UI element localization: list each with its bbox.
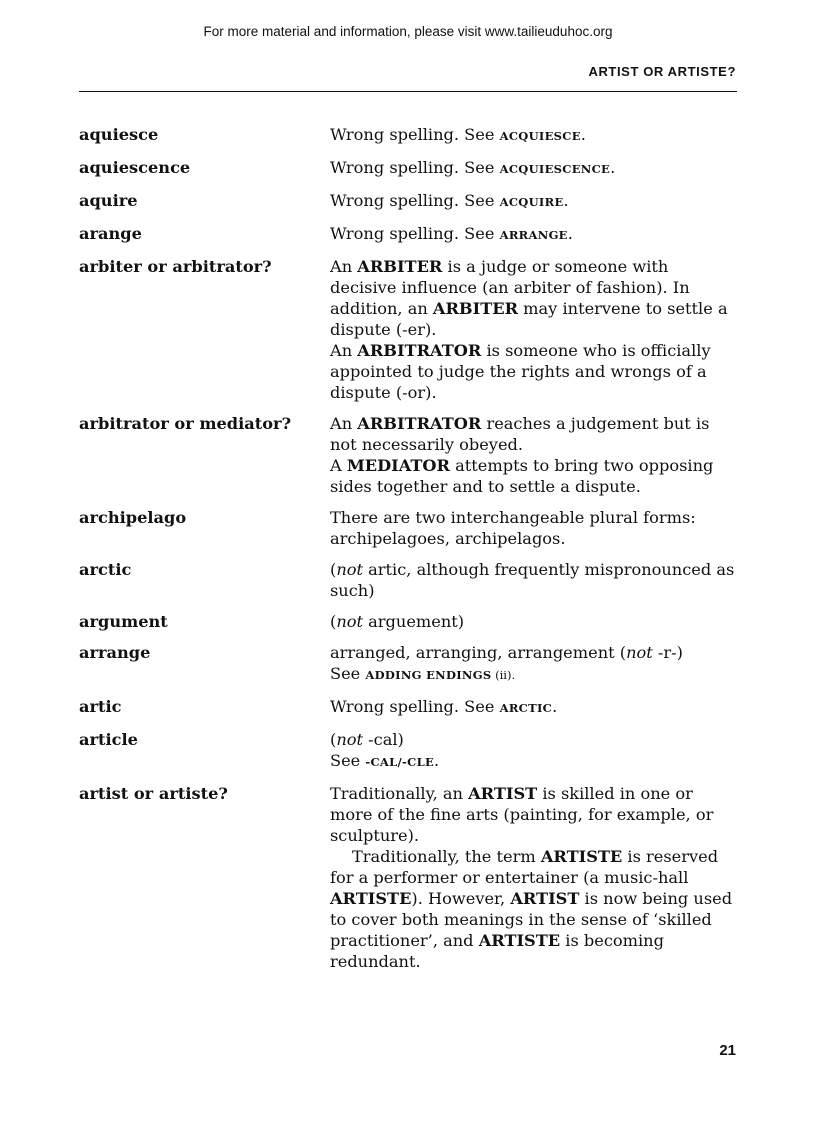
entry-term: article — [79, 730, 138, 749]
entry-arctic — [79, 559, 739, 601]
entry-term: aquire — [79, 191, 138, 210]
entry-definition: Wrong spelling. See ACQUIESCE. — [330, 125, 586, 144]
cross-reference: ACQUIRE — [499, 195, 564, 209]
entry-term: arctic — [79, 560, 132, 579]
entry-term: artist or artiste? — [79, 784, 228, 803]
entry-arbitrator-or-mediator — [79, 413, 739, 497]
entry-artic — [79, 696, 739, 719]
entry-definition: (not arguement) — [330, 612, 465, 631]
entry-definition: (not -cal) See -CAL/-CLE. — [330, 730, 440, 770]
cross-reference: ACQUIESCENCE — [499, 162, 611, 176]
entry-definition: There are two interchangeable plural forms: archipelagoes, archipelagos. — [330, 508, 696, 548]
entry-arrange — [79, 642, 739, 686]
entry-argument — [79, 611, 739, 632]
definition-paragraph: A MEDIATOR attempts to bring two opposing sides together and to settle a dispute. — [330, 456, 714, 496]
entry-term: arange — [79, 224, 142, 243]
dictionary-entries — [79, 124, 739, 982]
entry-definition — [330, 256, 739, 403]
header-rule — [79, 91, 737, 92]
definition-paragraph: An ARBITRATOR reaches a judgement but is not necessarily obeyed. — [330, 414, 710, 454]
entry-definition: Wrong spelling. See ACQUIRE. — [330, 191, 569, 210]
entry-artist-or-artiste — [79, 783, 739, 972]
entry-definition: Wrong spelling. See ACQUIESCENCE. — [330, 158, 616, 177]
entry-arbiter-or-arbitrator — [79, 256, 739, 403]
page-number: 21 — [719, 1042, 736, 1059]
entry-term: aquiescence — [79, 158, 191, 177]
entry-term: archipelago — [79, 508, 187, 527]
cross-reference: -CAL/-CLE — [365, 755, 435, 769]
entry-aquiesce — [79, 124, 739, 147]
cross-reference: ARRANGE — [499, 228, 568, 242]
entry-term: argument — [79, 612, 168, 631]
definition-paragraph: An ARBITRATOR is someone who is officially appointed to judge the rights and wrongs of a dispute (-or). — [330, 341, 711, 402]
entry-definition: (not artic, although frequently mispronounced as such) — [330, 560, 735, 600]
running-head: ARTIST OR ARTISTE? — [588, 64, 736, 79]
definition-paragraph: An ARBITER is a judge or someone with decisive influence (an arbiter of fashion). In addition, an ARBITER may intervene to settle a dispute (-er). — [330, 257, 728, 339]
entry-definition: Wrong spelling. See ARRANGE. — [330, 224, 573, 243]
entry-article — [79, 729, 739, 773]
entry-definition: arranged, arranging, arrangement (not -r-) See ADDING ENDINGS (ii). — [330, 643, 683, 683]
entry-definition — [330, 783, 739, 972]
entry-definition: Wrong spelling. See ARCTIC. — [330, 697, 558, 716]
entry-term: arbitrator or mediator? — [79, 414, 292, 433]
definition-paragraph: Traditionally, an ARTIST is skilled in one or more of the fine arts (painting, for example, or sculpture). — [330, 784, 714, 845]
definition-paragraph: Traditionally, the term ARTISTE is reserved for a performer or entertainer (a music-hall ARTISTE). However, ARTIST is now being used to cover both meanings in the sense of ‘skilled practitioner’, and ARTISTE is becoming redundant. — [330, 847, 733, 971]
entry-definition — [330, 413, 739, 497]
entry-term: arrange — [79, 643, 151, 662]
entry-arange — [79, 223, 739, 246]
entry-term: aquiesce — [79, 125, 159, 144]
cross-reference: ADDING ENDINGS — [365, 668, 492, 682]
entry-term: artic — [79, 697, 122, 716]
entry-term: arbiter or arbitrator? — [79, 257, 272, 276]
entry-aquiescence — [79, 157, 739, 180]
entry-archipelago — [79, 507, 739, 549]
cross-reference: ACQUIESCE — [499, 129, 581, 143]
cross-reference: ARCTIC — [499, 701, 553, 715]
site-banner: For more material and information, please visit www.tailieuduhoc.org — [203, 24, 613, 39]
entry-aquire — [79, 190, 739, 213]
